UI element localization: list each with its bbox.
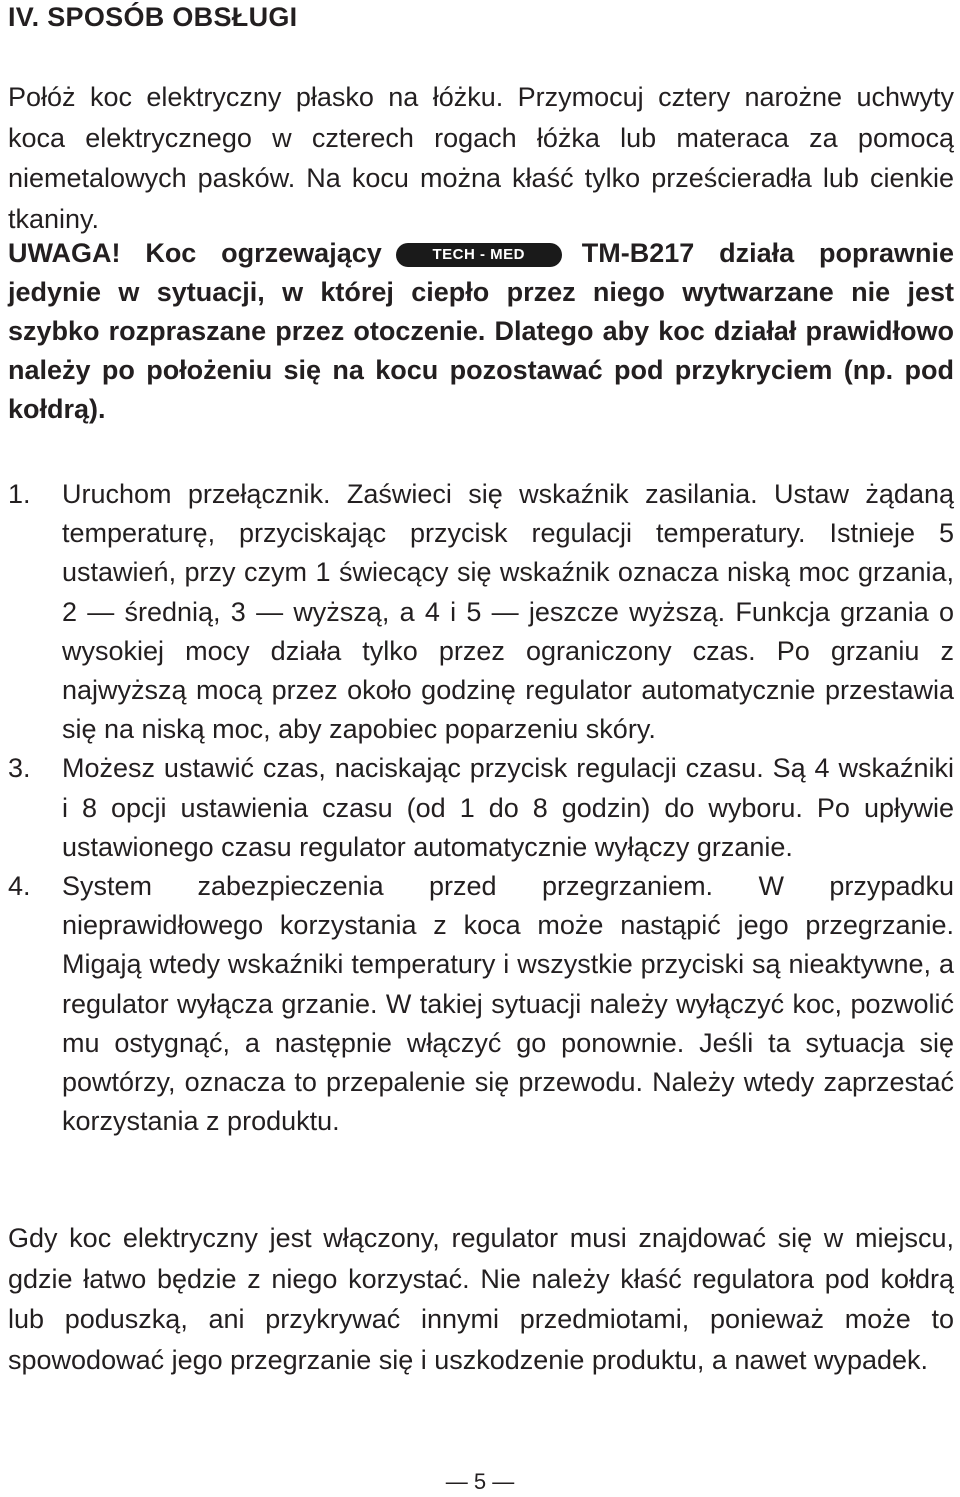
step-item <box>8 749 954 867</box>
step-number: 1. <box>8 479 31 509</box>
instruction-steps <box>8 475 954 1141</box>
step-number: 4. <box>8 871 31 902</box>
brand-logo: TECH - MED <box>396 243 562 267</box>
warning-lead: UWAGA! Koc ogrzewający <box>8 238 382 268</box>
step-item <box>8 867 954 1141</box>
step-text: System zabezpieczenia przed przegrzaniem. W przypadku nieprawidłowego korzystania z koca może nastąpić jego przegrzanie. Migają wtedy wskaźniki temperatury i wszystkie przyciski są nieaktywne, a regulator wyłącza grzanie. W takiej sytuacji należy wyłączyć koc, pozwolić mu ostygnąć, a następnie włączyć go ponownie. Jeśli ta sytuacja się powtórzy, oznacza to przepalenie się przewodu. Należy wtedy zaprzestać korzystania z produktu. <box>62 871 954 1137</box>
step-text: Uruchom przełącznik. Zaświeci się wskaźnik zasilania. Ustaw żądaną temperaturę, przyciskając przycisk regulacji temperatury. Istnieje 5 ustawień, przy czym 1 świecący się wskaźnik oznacza niską moc grzania, 2 — średnią, 3 — wyższą, a 4 i 5 — jeszcze wyższą. Funkcja grzania o wysokiej mocy działa tylko przez ograniczony czas. Po grzaniu z najwyższą mocą przez około godzinę regulator automatycznie przestawia się na niską moc, aby zapobiec poparzeniu skóry. <box>62 479 954 745</box>
step-text: Możesz ustawić czas, naciskając przycisk regulacji czasu. Są 4 wskaźniki i 8 opcji ustawienia czasu (od 1 do 8 godzin) do wyboru. Po upływie ustawionego czasu regulator automatycznie wyłączy grzanie. <box>62 753 954 862</box>
section-title: IV. SPOSÓB OBSŁUGI <box>8 2 298 32</box>
closing-paragraph: Gdy koc elektryczny jest włączony, regulator musi znajdować się w miejscu, gdzie łatwo będzie z niego korzystać. Nie należy kłaść regulatora pod kołdrą lub poduszką, ani przykrywać innymi przedmiotami, ponieważ może to spowodować jego przegrzanie się i uszkodzenie produktu, a nawet wypadek. <box>8 1223 954 1375</box>
warning-paragraph <box>8 234 954 429</box>
step-item <box>8 475 954 749</box>
step-number: 3. <box>8 753 31 784</box>
warning-text: TM-B217 działa poprawnie jedynie w sytuacji, w której ciepło przez niego wytwarzane nie jest szybko rozpraszane przez otoczenie. Dlatego aby koc działał prawidłowo należy po położeniu się na kocu pozostawać pod przykryciem (np. pod kołdrą). <box>8 238 954 424</box>
intro-paragraph: Połóż koc elektryczny płasko na łóżku. Przymocuj cztery narożne uchwyty koca elektrycznego w czterech rogach łóżka lub materaca za pomocą niemetalowych pasków. Na kocu można kłaść tylko prześcieradła lub cienkie tkaniny. <box>8 82 954 234</box>
page-number: — 5 — <box>445 1469 515 1494</box>
